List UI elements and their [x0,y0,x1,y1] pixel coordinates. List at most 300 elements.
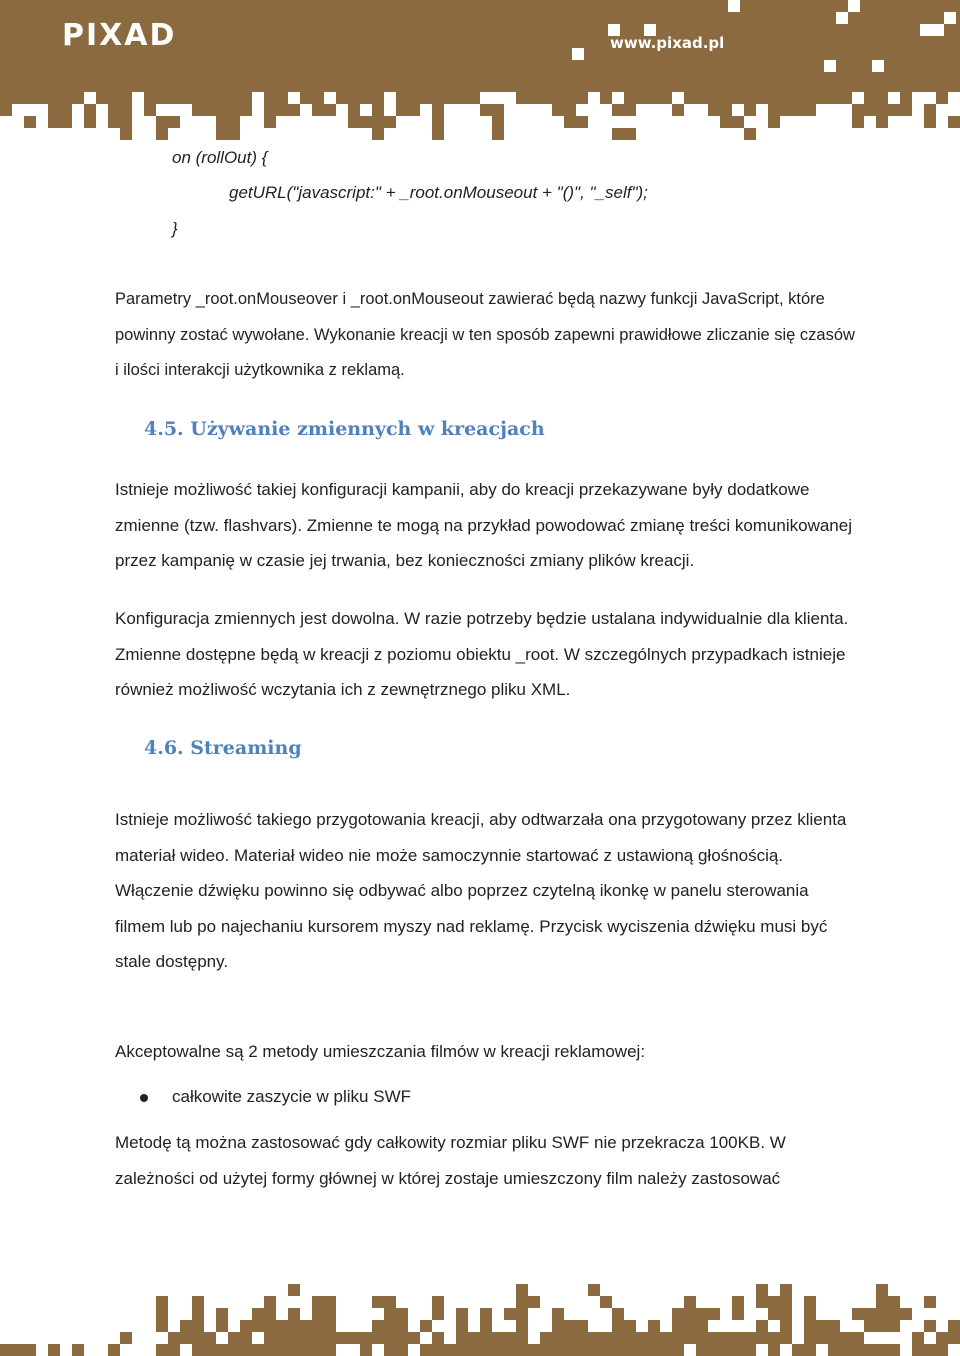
pixel-block [780,1284,792,1296]
pixel-block [564,1344,576,1356]
pixel-block [516,1320,528,1332]
pixel-block [876,104,888,116]
pixel-block [888,1344,900,1356]
pixel-block [252,1344,264,1356]
pixel-block [816,92,828,104]
pixel-block [240,92,252,104]
pixel-block [828,1332,840,1344]
pixel-block [612,1308,624,1320]
pixel-block [276,1320,288,1332]
pixel-block [468,1344,480,1356]
pixel-block [204,1332,216,1344]
pixel-block [432,1308,444,1320]
code-line-3: } [172,219,178,238]
pixel-block [552,1308,564,1320]
pixel-block [192,104,204,116]
pixel-block [0,104,12,116]
pixel-block [120,1332,132,1344]
pixel-block [192,1332,204,1344]
paragraph-flashvars: Istnieje możliwość takiej konfiguracji kampanii, aby do kreacji przekazywane były dodatkowe zmienne (tzw. flashvars). Zmienne te mogą na przykład powodować zmianę treści komunikowanej przez kampanię w czasie jej trwania, bez konieczności zmiany plików kreacji. [115,480,852,570]
pixel-block [372,1296,384,1308]
page-footer-pattern [0,1276,960,1356]
pixel-block [504,1344,516,1356]
pixel-block [660,1344,672,1356]
code-line-2: getURL("javascript:" + _root.onMouseout + "()", "_self"); [229,183,648,202]
pixel-block [384,1320,396,1332]
pixel-block [84,116,96,128]
pixel-block [516,1284,528,1296]
pixel-block [768,1344,780,1356]
pixel-block [840,1332,852,1344]
pixel-block [732,1344,744,1356]
pixel-block [804,104,816,116]
paragraph-streaming: Istnieje możliwość takiego przygotowania kreacji, aby odtwarzała ona przygotowany przez klienta materiał wideo. Materiał wideo nie może samoczynnie startować z ustawioną głośnością. Włączenie dźwięku powinno się odbywać albo poprzez czytelną ikonkę w panelu sterowania filmem lub po najechaniu kursorem myszy nad reklamę. Przycisk wyciszenia dźwięku musi być stale dostępny. [115,810,847,971]
pixel-block [480,1344,492,1356]
pixel-block [876,92,888,104]
pixel-block [432,1344,444,1356]
pixel-block [216,1320,228,1332]
pixel-block [648,1320,660,1332]
pixel-block [816,1320,828,1332]
pixel-block [324,1320,336,1332]
pixel-block [492,1344,504,1356]
pixel-block [12,1344,24,1356]
pixel-block [768,104,780,116]
pixel-block [804,92,816,104]
pixel-block [852,116,864,128]
pixel-block [708,1308,720,1320]
pixel-block [924,1296,936,1308]
pixel-block [276,92,288,104]
pixel-block [516,1344,528,1356]
pixel-block [396,1308,408,1320]
pixel-block [756,1332,768,1344]
pixel-block [168,116,180,128]
pixel-block [180,1332,192,1344]
pixel-block [372,1332,384,1344]
pixel-block [420,92,432,104]
pixel-block [480,1320,492,1332]
pixel-block [48,104,60,116]
pixel-block [456,1332,468,1344]
paragraph-variable-config: Konfiguracja zmiennych jest dowolna. W razie potrzeby będzie ustalana indywidualnie dla klienta. Zmienne dostępne będą w kreacji z poziomu obiektu _root. W szczególnych przypadkach istnieje również możliwość wczytania ich z zewnętrznego pliku XML. [115,609,849,699]
pixel-block [564,104,576,116]
pixel-gap [932,24,944,36]
pixel-block [708,104,720,116]
pixel-block [708,1344,720,1356]
pixel-block [864,92,876,104]
pixel-block [516,92,528,104]
pixel-block [372,92,384,104]
pixel-block [216,116,228,128]
pixel-block [168,1344,180,1356]
pixel-block [684,1320,696,1332]
pixel-block [852,1308,864,1320]
pixel-block [96,92,108,104]
pixel-block [144,104,156,116]
pixel-block [768,92,780,104]
pixel-block [312,92,324,104]
pixel-block [384,1296,396,1308]
pixel-block [480,1332,492,1344]
pixel-block [696,92,708,104]
pixel-block [528,1296,540,1308]
pixel-block [312,1308,324,1320]
pixel-block [348,116,360,128]
pixel-block [168,1332,180,1344]
pixel-block [480,1308,492,1320]
pixel-block [840,92,852,104]
pixel-block [264,1320,276,1332]
pixel-block [348,1332,360,1344]
pixel-block [192,1344,204,1356]
pixel-block [780,1332,792,1344]
pixel-block [300,1344,312,1356]
pixel-block [252,1308,264,1320]
pixel-block [408,92,420,104]
pixel-block [912,1344,924,1356]
pixel-block [648,1344,660,1356]
pixel-block [720,1332,732,1344]
pixel-block [516,1332,528,1344]
pixel-block [756,1320,768,1332]
pixel-block [876,116,888,128]
pixel-block [228,92,240,104]
pixel-block [588,1284,600,1296]
pixel-block [852,1332,864,1344]
pixel-block [288,104,300,116]
paragraph-methods-intro: Akceptowalne są 2 metody umieszczania filmów w kreacji reklamowej: [115,1042,646,1061]
pixel-block [336,92,348,104]
pixel-block [672,104,684,116]
pixel-block [780,104,792,116]
pixel-block [216,128,228,140]
pixel-block [936,92,948,104]
pixel-block [528,1344,540,1356]
pixel-block [372,116,384,128]
pixel-block [372,128,384,140]
pixel-block [636,92,648,104]
pixel-block [540,1344,552,1356]
pixel-block [924,1320,936,1332]
pixel-block [120,116,132,128]
pixel-block [588,1332,600,1344]
pixel-block [420,1344,432,1356]
pixel-block [276,1344,288,1356]
pixel-block [756,1284,768,1296]
pixel-block [780,1296,792,1308]
pixel-block [732,116,744,128]
pixel-block [264,1308,276,1320]
heading-4-5: 4.5. Używanie zmiennych w kreacjach [144,418,545,440]
pixel-block [288,1332,300,1344]
pixel-block [696,1332,708,1344]
pixel-block [852,1344,864,1356]
pixel-gap [836,12,848,24]
pixel-block [600,92,612,104]
pixel-block [228,1332,240,1344]
pixel-gap [944,12,956,24]
pixel-block [648,1332,660,1344]
pixel-block [468,1332,480,1344]
site-url: www.pixad.pl [610,34,725,52]
pixel-block [504,1308,516,1320]
pixel-block [324,1296,336,1308]
pixel-block [36,92,48,104]
pixel-block [696,1344,708,1356]
pixel-block [708,92,720,104]
pixel-block [396,1320,408,1332]
pixel-block [924,116,936,128]
pixel-block [612,1320,624,1332]
pixel-block [768,1296,780,1308]
pixel-block [228,116,240,128]
pixel-block [300,92,312,104]
pixel-block [600,1344,612,1356]
pixel-block [264,1344,276,1356]
pixel-block [552,1332,564,1344]
pixad-logo: PIXAD [62,18,177,53]
pixel-block [900,92,912,104]
paragraph-callback-params: Parametry _root.onMouseover i _root.onMouseout zawierać będą nazwy funkcji JavaScript, które powinny zostać wywołane. Wykonanie kreacji w ten sposób zapewni prawidłowe zliczanie się czasów i ilości interakcji użytkownika z reklamą. [115,290,855,379]
pixel-block [732,1308,744,1320]
pixel-block [804,1332,816,1344]
pixel-block [864,1344,876,1356]
pixel-block [372,104,384,116]
pixel-block [768,1332,780,1344]
pixel-block [240,1332,252,1344]
pixel-block [888,1320,900,1332]
pixel-block [60,92,72,104]
pixel-block [936,1344,948,1356]
pixel-block [396,104,408,116]
pixel-block [384,1332,396,1344]
pixel-block [720,92,732,104]
pixel-block [288,1320,300,1332]
pixel-block [312,1344,324,1356]
pixel-block [384,116,396,128]
pixel-block [60,116,72,128]
pixel-block [72,92,84,104]
pixel-block [264,1332,276,1344]
pixel-block [864,104,876,116]
pixel-block [24,92,36,104]
pixel-block [384,1308,396,1320]
pixel-block [12,92,24,104]
pixel-block [576,92,588,104]
pixel-block [612,104,624,116]
pixel-block [804,1308,816,1320]
pixel-block [756,92,768,104]
pixel-block [240,1320,252,1332]
pixel-block [876,1308,888,1320]
pixel-block [264,104,276,116]
pixel-gap [728,0,740,12]
pixel-block [564,116,576,128]
pixel-block [108,104,120,116]
pixel-block [192,1320,204,1332]
pixel-block [216,1344,228,1356]
pixel-block [564,1320,576,1332]
pixel-block [432,1332,444,1344]
pixel-block [324,1344,336,1356]
pixel-block [372,1320,384,1332]
pixel-block [684,92,696,104]
pixel-block [552,104,564,116]
pixel-block [552,1344,564,1356]
pixel-block [276,1332,288,1344]
pixel-block [480,104,492,116]
pixel-block [516,1308,528,1320]
pixel-gap [872,60,884,72]
pixel-block [804,1344,816,1356]
pixel-block [312,1320,324,1332]
pixel-block [636,1344,648,1356]
pixel-block [780,1308,792,1320]
pixel-block [672,1344,684,1356]
pixel-block [252,1320,264,1332]
pixel-block [852,104,864,116]
pixel-block [720,1344,732,1356]
pixel-block [648,92,660,104]
pixel-block [684,1296,696,1308]
pixel-block [156,1320,168,1332]
pixel-block [396,92,408,104]
pixel-block [336,1332,348,1344]
pixel-block [156,1344,168,1356]
pixel-block [624,1332,636,1344]
pixel-block [420,1320,432,1332]
pixel-block [900,1308,912,1320]
pixel-block [264,1296,276,1308]
pixel-block [576,1332,588,1344]
pixel-block [744,128,756,140]
pixel-block [660,1332,672,1344]
pixel-block [264,92,276,104]
pixel-block [876,1344,888,1356]
pixel-block [408,104,420,116]
pixel-block [804,1296,816,1308]
pixel-block [432,104,444,116]
pixel-block [48,116,60,128]
pixel-block [540,1332,552,1344]
pixel-block [216,1308,228,1320]
pixel-block [84,104,96,116]
pixel-block [780,1320,792,1332]
pixel-block [732,1332,744,1344]
pixel-block [168,92,180,104]
pixel-block [348,104,360,116]
pixel-block [828,1320,840,1332]
pixel-block [612,1332,624,1344]
pixel-block [384,1344,396,1356]
pixel-block [408,1332,420,1344]
pixel-block [264,116,276,128]
pixel-block [792,104,804,116]
pixel-block [396,1332,408,1344]
pixel-block [432,92,444,104]
pixel-block [696,1320,708,1332]
pixel-block [612,128,624,140]
pixel-block [108,116,120,128]
pixel-block [600,1296,612,1308]
pixel-block [624,1344,636,1356]
pixel-block [432,128,444,140]
pixel-block [324,104,336,116]
pixel-block [72,1344,84,1356]
pixel-block [204,104,216,116]
pixel-block [444,1344,456,1356]
pixel-block [900,104,912,116]
pixel-block [636,1332,648,1344]
pixel-block [564,1332,576,1344]
pixel-block [684,1308,696,1320]
pixel-block [324,1332,336,1344]
pixel-block [360,1344,372,1356]
pixel-block [504,1332,516,1344]
pixel-block [588,1344,600,1356]
pixel-block [120,128,132,140]
pixel-block [864,1308,876,1320]
pixel-block [360,1332,372,1344]
pixel-block [108,92,120,104]
pixel-block [300,1320,312,1332]
pixel-block [360,92,372,104]
pixel-block [936,1332,948,1344]
pixel-block [696,1308,708,1320]
pixel-block [828,92,840,104]
heading-4-6: 4.6. Streaming [144,737,302,759]
pixel-block [192,1296,204,1308]
pixel-block [432,1296,444,1308]
pixel-block [240,104,252,116]
pixel-block [120,104,132,116]
pixel-block [468,92,480,104]
pixel-block [768,1308,780,1320]
pixel-block [120,92,132,104]
pixel-block [228,104,240,116]
pixel-block [156,1308,168,1320]
pixel-block [456,1344,468,1356]
pixel-block [228,128,240,140]
pixel-block [216,92,228,104]
pixel-block [288,1308,300,1320]
pixel-block [192,1308,204,1320]
pixel-block [0,1344,12,1356]
pixel-block [660,92,672,104]
pixel-block [684,1332,696,1344]
pixel-block [576,116,588,128]
pixel-block [24,1344,36,1356]
pixel-block [228,1344,240,1356]
pixel-block [720,116,732,128]
pixel-block [948,1320,960,1332]
pixel-block [156,116,168,128]
pixel-block [48,1344,60,1356]
pixel-block [180,1320,192,1332]
pixel-block [888,1308,900,1320]
pixel-block [612,1344,624,1356]
pixel-block [516,1296,528,1308]
pixel-block [312,1332,324,1344]
pixel-block [624,1320,636,1332]
pixel-block [396,1344,408,1356]
pixel-block [456,1308,468,1320]
pixel-block [840,1344,852,1356]
pixel-block [576,1320,588,1332]
pixel-block [600,1332,612,1344]
pixel-block [492,104,504,116]
